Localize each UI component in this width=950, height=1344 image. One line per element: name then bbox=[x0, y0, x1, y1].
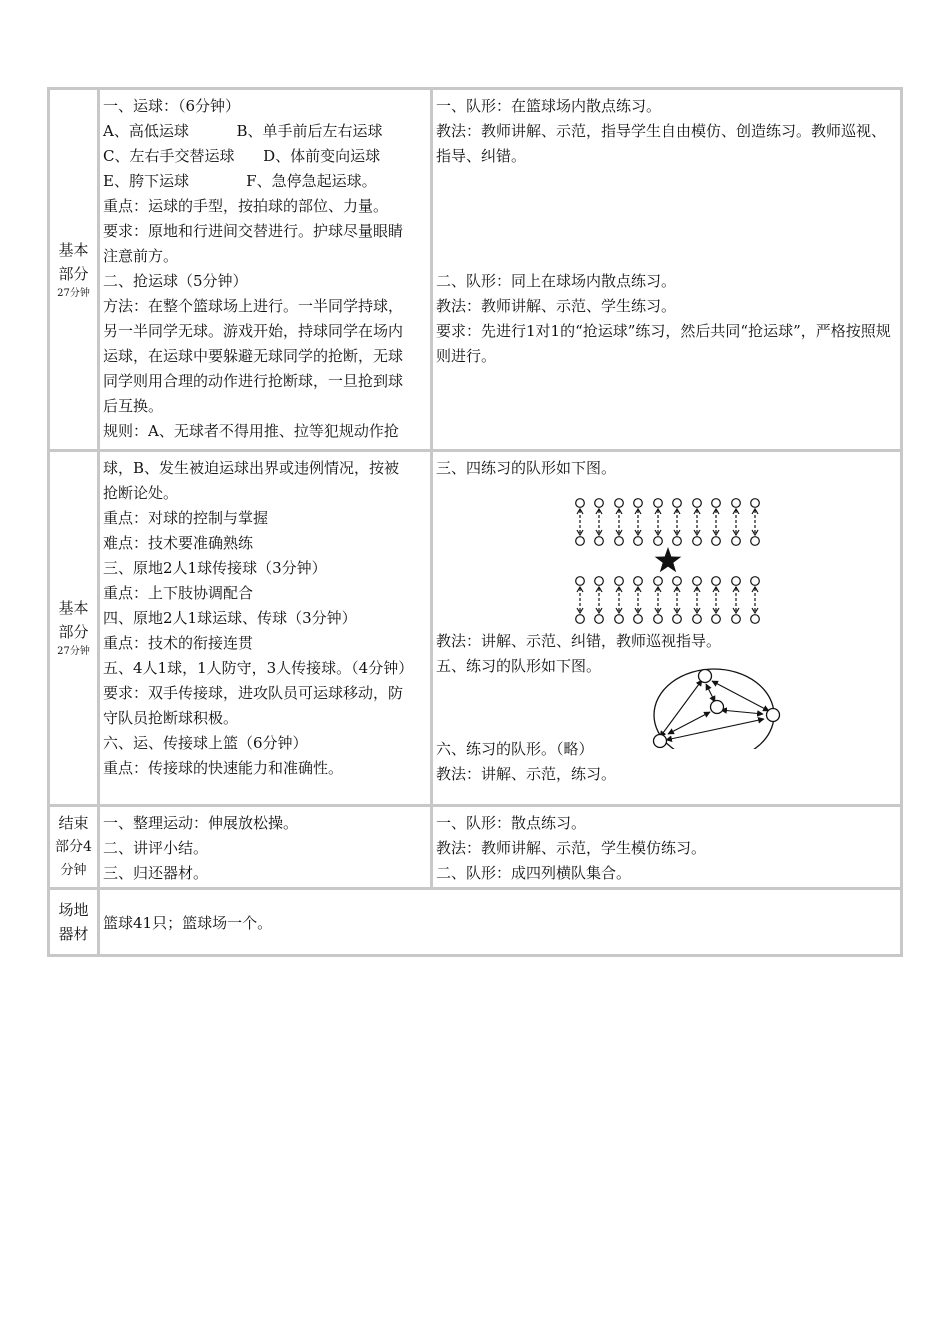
content-line: 重点：对球的控制与掌握 bbox=[103, 509, 269, 527]
method-line: 二、队形：同上在球场内散点练习。 bbox=[436, 272, 677, 290]
row-basic-part-2 bbox=[50, 452, 900, 807]
method-line: 五、练习的队形如下图。 bbox=[436, 657, 602, 675]
player-icon bbox=[673, 499, 682, 508]
content-cell bbox=[100, 452, 433, 804]
player-icon bbox=[576, 537, 585, 546]
content-line: 二、抢运球（5分钟） bbox=[103, 272, 248, 290]
content-line: E、胯下运球 F、急停急起运球。 bbox=[103, 172, 377, 190]
player-icon bbox=[634, 615, 643, 624]
content-cell bbox=[100, 90, 433, 449]
player-icon bbox=[693, 577, 702, 586]
player-icon bbox=[654, 615, 663, 624]
player-icon bbox=[751, 537, 760, 546]
player-icon bbox=[751, 615, 760, 624]
equipment-cell bbox=[100, 890, 900, 954]
player-icon bbox=[576, 615, 585, 624]
player-icon bbox=[634, 577, 643, 586]
content-line: 六、运、传接球上篮（6分钟） bbox=[103, 734, 308, 752]
content-line: 难点：技术要准确熟练 bbox=[103, 534, 254, 552]
content-line: 重点：上下肢协调配合 bbox=[103, 584, 254, 602]
section-label: 分钟 bbox=[60, 863, 87, 878]
section-minutes: 27分钟 bbox=[57, 646, 90, 657]
section-label: 器材 bbox=[58, 925, 89, 943]
player-icon bbox=[615, 615, 624, 624]
player-icon bbox=[712, 577, 721, 586]
content-line: 一、运球：（6分钟） bbox=[103, 97, 241, 115]
section-label: 结束 bbox=[58, 814, 89, 832]
content-line: 抢断论处。 bbox=[103, 484, 179, 502]
row-venue-equipment bbox=[50, 890, 900, 954]
content-line: 要求：原地和行进间交替进行。护球尽量眼睛 bbox=[103, 222, 404, 240]
player-icon bbox=[699, 670, 712, 683]
teacher-star-icon bbox=[655, 547, 682, 572]
player-icon bbox=[615, 577, 624, 586]
player-icon bbox=[712, 537, 721, 546]
content-line: 重点：技术的衔接连贯 bbox=[103, 634, 254, 652]
method-line: 一、队形：散点练习。 bbox=[436, 814, 587, 832]
player-icon bbox=[654, 735, 667, 748]
method-cell bbox=[433, 452, 900, 804]
player-icon bbox=[693, 537, 702, 546]
section-label: 部分4 bbox=[55, 839, 92, 855]
section-label: 部分 bbox=[58, 264, 89, 283]
method-line: 三、四练习的队形如下图。 bbox=[436, 459, 617, 477]
player-icon bbox=[654, 499, 663, 508]
player-icon bbox=[732, 615, 741, 624]
player-icon bbox=[654, 537, 663, 546]
method-cell bbox=[433, 90, 900, 449]
content-line: 运球，在运球中要躲避无球同学的抢断，无球 bbox=[103, 347, 404, 365]
player-icon bbox=[576, 577, 585, 586]
row-ending-part bbox=[50, 807, 900, 890]
content-line: 方法：在整个篮球场上进行。一半同学持球， bbox=[103, 297, 404, 315]
formation-diagram-pairs bbox=[436, 481, 898, 629]
player-icon bbox=[751, 577, 760, 586]
method-line: 教法：教师讲解、示范，学生模仿练习。 bbox=[436, 839, 707, 857]
content-line: 另一半同学无球。游戏开始，持球同学在场内 bbox=[103, 322, 404, 340]
content-line: A、高低运球 B、单手前后左右运球 bbox=[103, 122, 383, 140]
content-line: 三、原地2人1球传接球（3分钟） bbox=[103, 559, 327, 577]
row-basic-part-1 bbox=[50, 90, 900, 452]
player-icon bbox=[732, 577, 741, 586]
equipment-text: 篮球41只；篮球场一个。 bbox=[103, 913, 273, 932]
method-line: 教法：教师讲解、示范，指导学生自由模仿、创造练习。教师巡视、指导、纠错。 bbox=[436, 122, 887, 165]
player-icon bbox=[595, 537, 604, 546]
player-icon bbox=[615, 537, 624, 546]
player-icon bbox=[711, 701, 724, 714]
player-icon bbox=[751, 499, 760, 508]
method-line: 一、队形：在篮球场内散点练习。 bbox=[436, 97, 662, 115]
content-line: 二、讲评小结。 bbox=[103, 839, 209, 857]
lesson-plan-table bbox=[47, 87, 903, 957]
player-icon bbox=[634, 499, 643, 508]
content-line: 五、4人1球，1人防守，3人传接球。（4分钟） bbox=[103, 659, 414, 677]
section-label-cell bbox=[50, 890, 100, 954]
player-icon bbox=[673, 537, 682, 546]
section-minutes: 27分钟 bbox=[57, 287, 90, 299]
content-line: 注意前方。 bbox=[103, 247, 179, 265]
section-label-cell bbox=[50, 807, 100, 887]
content-cell bbox=[100, 807, 433, 887]
content-line: 四、原地2人1球运球、传球（3分钟） bbox=[103, 609, 357, 627]
player-icon bbox=[673, 615, 682, 624]
content-line: 一、整理运动：伸展放松操。 bbox=[103, 814, 299, 832]
method-line: 教法：讲解、示范、纠错，教师巡视指导。 bbox=[436, 632, 722, 650]
content-line: 三、归还器材。 bbox=[103, 864, 209, 882]
method-line: 教法：讲解、示范，练习。 bbox=[436, 765, 617, 783]
player-icon bbox=[767, 709, 780, 722]
player-icon bbox=[595, 577, 604, 586]
player-icon bbox=[634, 537, 643, 546]
method-line: 要求：先进行1对1的“抢运球”练习，然后共同“抢运球”，严格按照规则进行。 bbox=[436, 322, 891, 365]
method-line: 教法：教师讲解、示范、学生练习。 bbox=[436, 297, 677, 315]
method-line: 六、练习的队形。（略） bbox=[436, 740, 594, 758]
section-label: 基本 bbox=[58, 240, 89, 259]
player-icon bbox=[595, 499, 604, 508]
player-icon bbox=[712, 615, 721, 624]
section-label: 基本 bbox=[58, 599, 89, 617]
content-line: 重点：运球的手型，按拍球的部位、力量。 bbox=[103, 197, 389, 215]
player-icon bbox=[615, 499, 624, 508]
content-line: 要求：双手传接球，进攻队员可运球移动，防 bbox=[103, 684, 404, 702]
content-line: 球，B、发生被迫运球出界或违例情况，按被 bbox=[103, 459, 400, 477]
content-line: 同学则用合理的动作进行抢断球，一旦抢到球 bbox=[103, 372, 404, 390]
section-label: 部分 bbox=[58, 623, 89, 641]
player-icon bbox=[673, 577, 682, 586]
content-line: 守队员抢断球积极。 bbox=[103, 709, 239, 727]
content-line: 后互换。 bbox=[103, 397, 164, 415]
player-icon bbox=[732, 537, 741, 546]
section-label: 场地 bbox=[58, 901, 89, 919]
method-line: 二、队形：成四列横队集合。 bbox=[436, 864, 632, 882]
content-line: 重点：传接球的快速能力和准确性。 bbox=[103, 759, 344, 777]
content-line: C、左右手交替运球 D、体前变向运球 bbox=[103, 147, 381, 165]
player-icon bbox=[576, 499, 585, 508]
content-line: 规则：A、无球者不得用推、拉等犯规动作抢 bbox=[103, 422, 399, 440]
player-icon bbox=[693, 499, 702, 508]
player-icon bbox=[595, 615, 604, 624]
section-label-cell bbox=[50, 452, 100, 804]
player-icon bbox=[654, 577, 663, 586]
player-icon bbox=[693, 615, 702, 624]
player-icon bbox=[712, 499, 721, 508]
section-label-cell bbox=[50, 90, 100, 449]
method-cell bbox=[433, 807, 900, 887]
player-icon bbox=[732, 499, 741, 508]
